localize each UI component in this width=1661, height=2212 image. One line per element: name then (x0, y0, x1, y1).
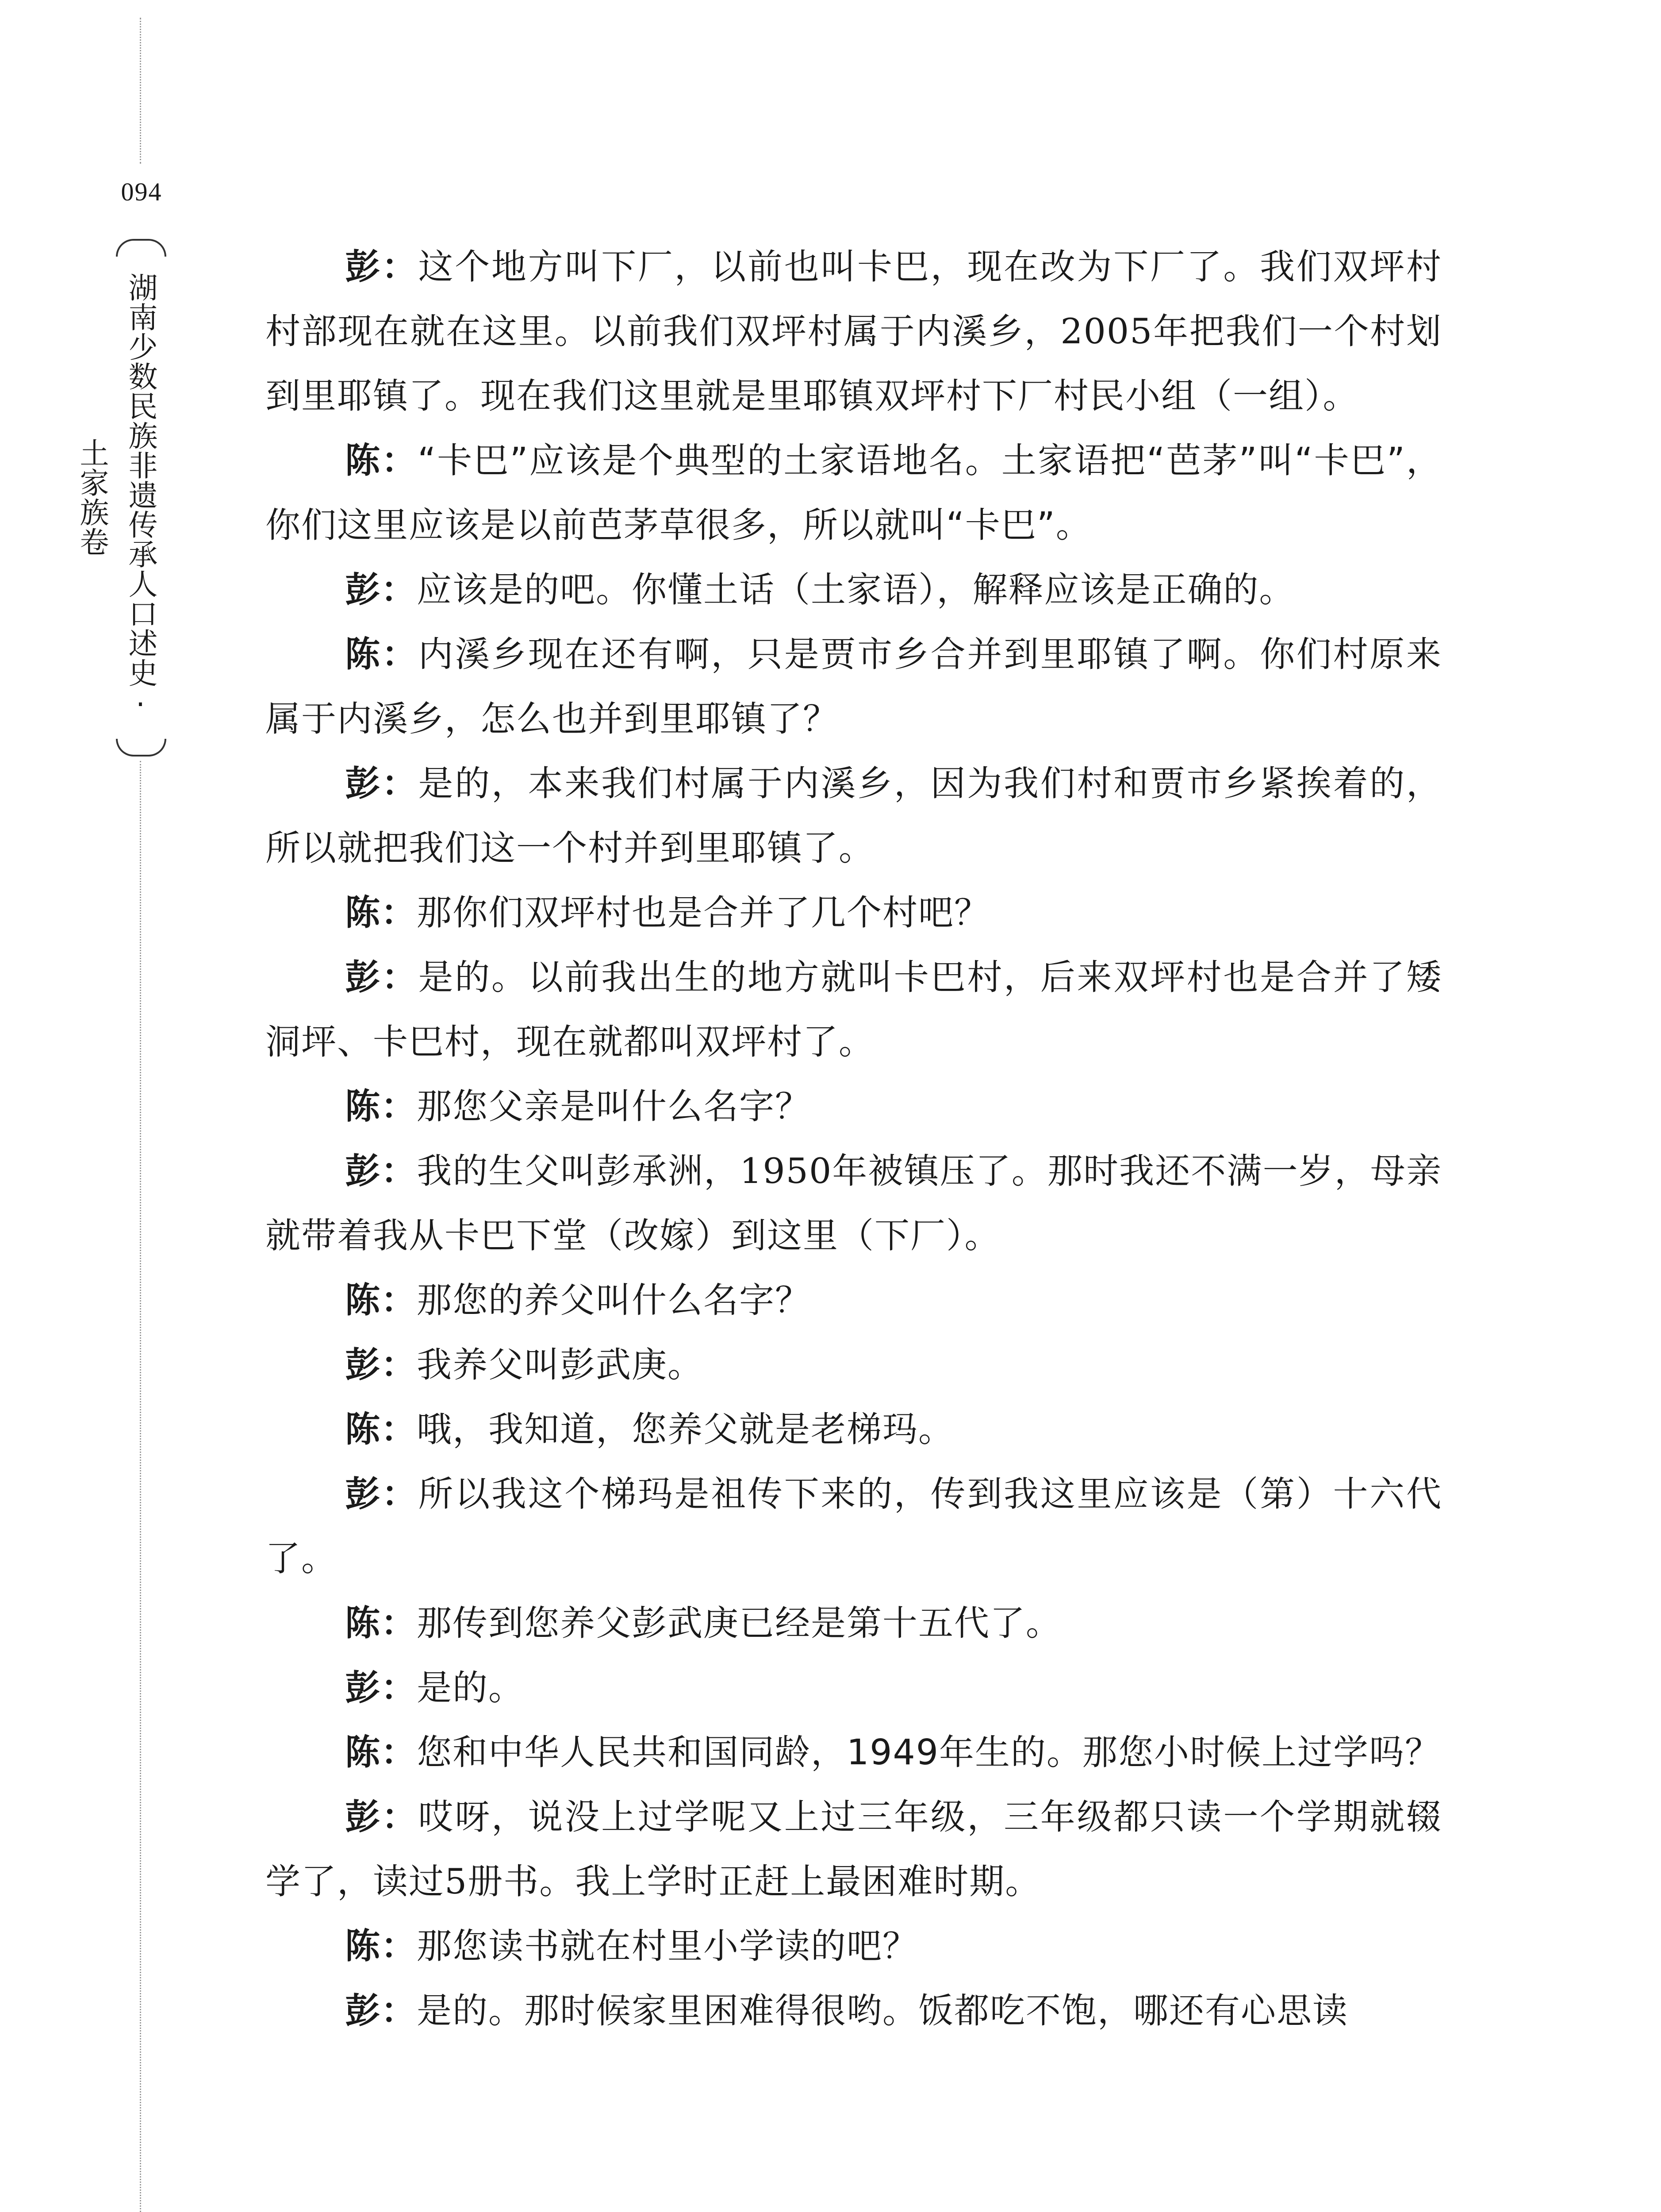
speaker-label: 彭 (345, 1474, 382, 1514)
dialogue-text: 哦，我知道，您养父就是老梯玛。 (417, 1409, 954, 1450)
dialogue-paragraph: 彭：我的生父叫彭承洲，1950年被镇压了。那时我还不满一岁，母亲就带着我从卡巴下堂（改嫁）到这里（下厂）。 (265, 1151, 1442, 1256)
dialogue-paragraph: 陈：内溪乡现在还有啊，只是贾市乡合并到里耶镇了啊。你们村原来属于内溪乡，怎么也并到里耶镇了？ (265, 634, 1442, 739)
speaker-label: 陈 (345, 634, 382, 675)
speaker-label: 陈 (345, 1732, 381, 1773)
dialogue-paragraph: 彭：所以我这个梯玛是祖传下来的，传到我这里应该是（第）十六代了。 (265, 1474, 1442, 1579)
dialogue-text: 是的，本来我们村属于内溪乡，因为我们村和贾市乡紧挨着的，所以就把我们这一个村并到里耶镇了。 (265, 763, 1442, 868)
speaker-label: 彭 (345, 569, 381, 610)
dialogue-text: 内溪乡现在还有啊，只是贾市乡合并到里耶镇了啊。你们村原来属于内溪乡，怎么也并到里耶镇了？ (265, 634, 1442, 739)
speaker-label: 陈 (345, 1280, 381, 1321)
dialogue-paragraph: 彭：是的。以前我出生的地方就叫卡巴村，后来双坪村也是合并了矮洞坪、卡巴村，现在就都叫双坪村了。 (265, 957, 1442, 1062)
dialogue-text: 所以我这个梯玛是祖传下来的，传到我这里应该是（第）十六代了。 (265, 1474, 1442, 1579)
dialogue-text: 是的。以前我出生的地方就叫卡巴村，后来双坪村也是合并了矮洞坪、卡巴村，现在就都叫双坪村了。 (265, 957, 1442, 1062)
dialogue-paragraph: 陈：哦，我知道，您养父就是老梯玛。 (345, 1409, 954, 1450)
dialogue-text: 那您父亲是叫什么名字？ (417, 1086, 811, 1127)
title-bracket-bottom (116, 739, 166, 757)
dialogue-paragraph: 彭：是的。那时候家里困难得很哟。饭都吃不饱，哪还有心思读 (345, 1990, 1348, 2031)
margin-rule-top (140, 18, 141, 164)
speaker-label: 陈 (345, 1926, 381, 1966)
dialogue-paragraph: 陈：那您的养父叫什么名字？ (345, 1280, 811, 1321)
dialogue-paragraph: 陈：那您父亲是叫什么名字？ (345, 1086, 811, 1127)
dialogue-paragraph: 陈：“卡巴”应该是个典型的土家语地名。土家语把“芭茅”叫“卡巴”，你们这里应该是以前芭茅草很多，所以就叫“卡巴”。 (265, 440, 1442, 545)
speaker-label: 陈 (345, 1086, 381, 1127)
speaker-label: 陈 (345, 440, 382, 481)
speaker-label: 彭 (345, 1990, 381, 2031)
dialogue-text: 我养父叫彭武庚。 (417, 1344, 703, 1385)
series-title: 湖南少数民族非遗传承人口述史·土家族卷 (75, 273, 157, 722)
speaker-label: 彭 (345, 1797, 382, 1837)
dialogue-text: 我的生父叫彭承洲，1950年被镇压了。那时我还不满一岁，母亲就带着我从卡巴下堂（改嫁）到这里（下厂）。 (265, 1151, 1442, 1256)
dialogue-paragraph: 彭：这个地方叫下厂，以前也叫卡巴，现在改为下厂了。我们双坪村村部现在就在这里。以前我们双坪村属于内溪乡，2005年把我们一个村划到里耶镇了。现在我们这里就是里耶镇双坪村下厂村民小组（一组）。 (265, 246, 1442, 416)
dialogue-paragraph: 彭：我养父叫彭武庚。 (345, 1344, 703, 1385)
page-number: 094 (121, 177, 162, 206)
speaker-label: 陈 (345, 1603, 381, 1644)
dialogue-text: “卡巴”应该是个典型的土家语地名。土家语把“芭茅”叫“卡巴”，你们这里应该是以前芭茅草很多，所以就叫“卡巴”。 (265, 440, 1442, 545)
dialogue-paragraph: 彭：是的。 (345, 1667, 524, 1708)
dialogue-text: 是的。那时候家里困难得很哟。饭都吃不饱，哪还有心思读 (417, 1990, 1348, 2031)
dialogue-text: 那你们双坪村也是合并了几个村吧？ (417, 892, 990, 933)
title-bracket-top (116, 239, 166, 257)
series-title-block (75, 239, 165, 757)
dialogue-text: 您和中华人民共和国同龄，1949年生的。那您小时候上过学吗？ (417, 1732, 1441, 1773)
dialogue-paragraph: 陈：您和中华人民共和国同龄，1949年生的。那您小时候上过学吗？ (345, 1732, 1441, 1773)
dialogue-text: 那您读书就在村里小学读的吧？ (417, 1926, 918, 1966)
dialogue-text: 那传到您养父彭武庚已经是第十五代了。 (417, 1603, 1062, 1644)
speaker-label: 彭 (345, 1667, 381, 1708)
speaker-label: 陈 (345, 892, 381, 933)
speaker-label: 彭 (345, 1344, 381, 1385)
speaker-label: 彭 (345, 957, 382, 998)
dialogue-paragraph: 彭：应该是的吧。你懂土话（土家语），解释应该是正确的。 (345, 569, 1295, 610)
dialogue-body (265, 234, 1442, 2043)
dialogue-paragraph: 陈：那传到您养父彭武庚已经是第十五代了。 (345, 1603, 1062, 1644)
dialogue-paragraph: 彭：哎呀，说没上过学呢又上过三年级，三年级都只读一个学期就辍学了，读过5册书。我上学时正赶上最困难时期。 (265, 1797, 1442, 1902)
dialogue-text: 应该是的吧。你懂土话（土家语），解释应该是正确的。 (417, 569, 1295, 610)
speaker-label: 彭 (345, 246, 382, 287)
dialogue-text: 是的。 (417, 1667, 524, 1708)
speaker-label: 彭 (345, 763, 382, 804)
dialogue-text: 这个地方叫下厂，以前也叫卡巴，现在改为下厂了。我们双坪村村部现在就在这里。以前我们双坪村属于内溪乡，2005年把我们一个村划到里耶镇了。现在我们这里就是里耶镇双坪村下厂村民小组（一组）。 (265, 246, 1442, 416)
speaker-label: 彭 (345, 1151, 381, 1191)
margin-rule-bottom (140, 761, 141, 2212)
dialogue-paragraph: 彭：是的，本来我们村属于内溪乡，因为我们村和贾市乡紧挨着的，所以就把我们这一个村并到里耶镇了。 (265, 763, 1442, 868)
speaker-label: 陈 (345, 1409, 381, 1450)
dialogue-paragraph: 陈：那你们双坪村也是合并了几个村吧？ (345, 892, 990, 933)
dialogue-text: 哎呀，说没上过学呢又上过三年级，三年级都只读一个学期就辍学了，读过5册书。我上学时正赶上最困难时期。 (265, 1797, 1442, 1902)
dialogue-text: 那您的养父叫什么名字？ (417, 1280, 811, 1321)
dialogue-paragraph: 陈：那您读书就在村里小学读的吧？ (345, 1926, 918, 1966)
